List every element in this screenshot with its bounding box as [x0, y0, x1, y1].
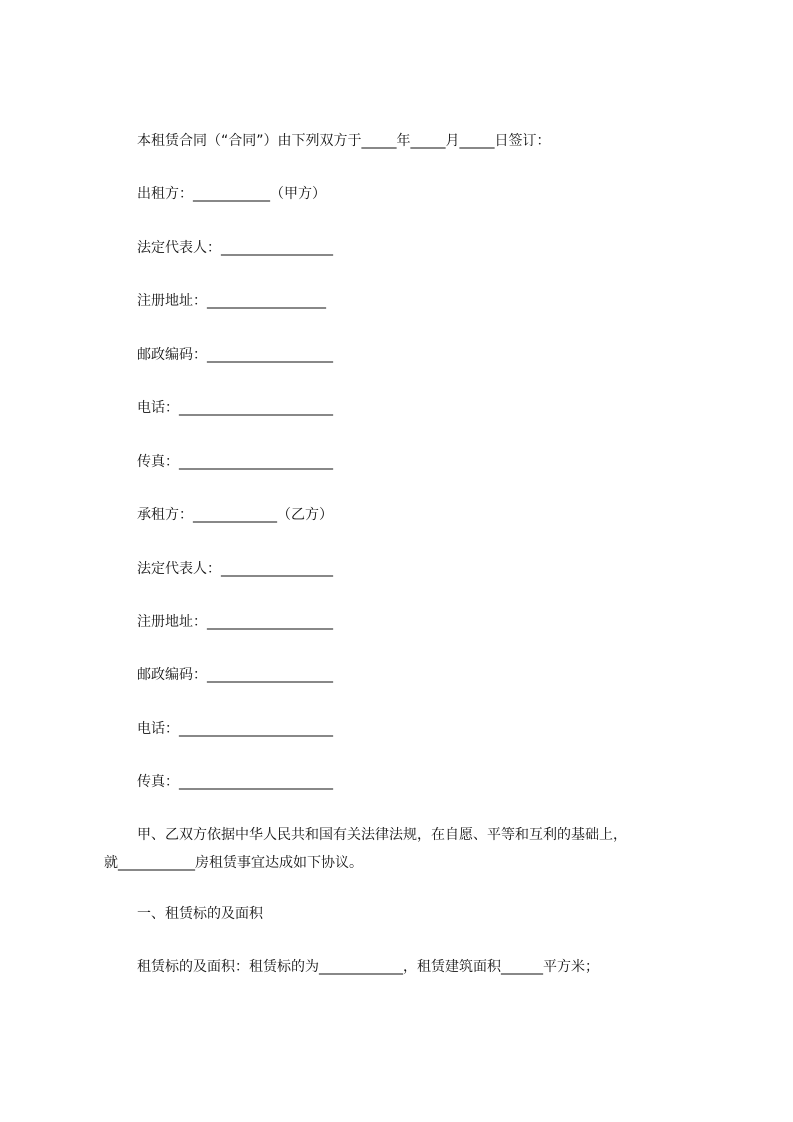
lessor-legal-rep: 法定代表人：________________	[137, 240, 333, 256]
agreement-line-2: 就___________房租赁事宜达成如下协议。	[104, 855, 363, 871]
contract-intro: 本租赁合同（“合同”）由下列双方于_____年_____月_____日签订：	[137, 133, 551, 149]
lessor-address: 注册地址：_________________	[137, 293, 326, 309]
lessor-fax: 传真：______________________	[137, 454, 333, 470]
lessee-name: 承租方：____________（乙方）	[137, 507, 333, 523]
lessor-phone: 电话：______________________	[137, 400, 333, 416]
lessor-name: 出租方：___________（甲方）	[137, 186, 326, 202]
agreement-line-1: 甲、乙双方依据中华人民共和国有关法律法规，在自愿、平等和互利的基础上，	[137, 827, 627, 843]
lessor-postcode: 邮政编码：__________________	[137, 347, 333, 363]
agreement-paragraph	[104, 821, 704, 877]
section-1-body: 租赁标的及面积：租赁标的为____________，租赁建筑面积______平方米；	[137, 959, 599, 975]
lessee-postcode: 邮政编码：__________________	[137, 667, 333, 683]
lessee-fax: 传真：______________________	[137, 774, 333, 790]
lessee-address: 注册地址：__________________	[137, 614, 333, 630]
lessee-phone: 电话：______________________	[137, 721, 333, 737]
section-1-heading: 一、租赁标的及面积	[137, 906, 263, 922]
lessee-legal-rep: 法定代表人：________________	[137, 561, 333, 577]
